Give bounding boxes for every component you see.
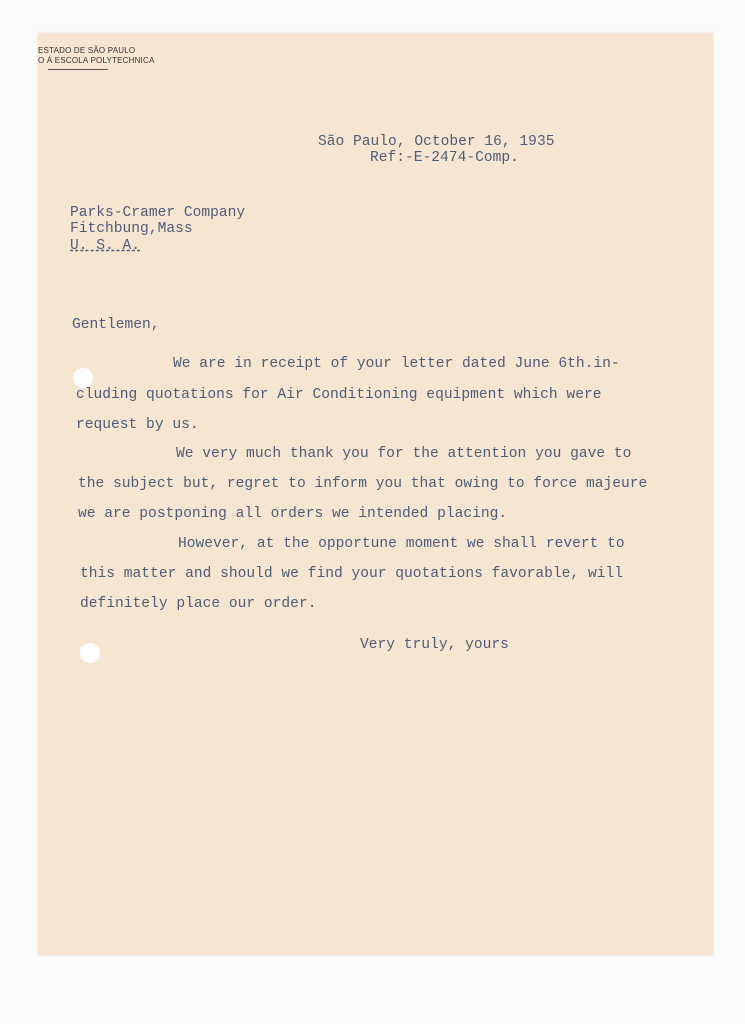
body-line: However, at the opportune moment we shall revert to	[178, 536, 625, 552]
body-line: request by us.	[76, 417, 199, 433]
punch-hole	[80, 643, 100, 663]
letterhead-line-1: ESTADO DE SÃO PAULO	[38, 46, 136, 55]
letter-reference: Ref:-E-2474-Comp.	[370, 150, 519, 166]
recipient-company: Parks-Cramer Company	[70, 205, 246, 221]
closing: Very truly, yours	[360, 637, 509, 653]
letterhead-rule	[48, 69, 108, 70]
recipient-country: U. S. A.	[70, 238, 141, 254]
body-line: We are in receipt of your letter dated June 6th.in-	[173, 356, 620, 372]
punch-hole	[73, 368, 93, 388]
body-line: We very much thank you for the attention you gave to	[176, 446, 632, 462]
body-line: we are postponing all orders we intended placing.	[78, 506, 508, 522]
letterhead-line-2: O Á ESCOLA POLYTECHNICA	[38, 56, 155, 65]
letterhead	[38, 46, 154, 66]
body-line: this matter and should we find your quotations favorable, will	[80, 566, 623, 582]
letter-date: São Paulo, October 16, 1935	[318, 134, 555, 150]
body-line: the subject but, regret to inform you that owing to force majeure	[78, 476, 648, 492]
salutation: Gentlemen,	[72, 317, 160, 333]
letter-paper	[38, 33, 713, 955]
body-line: cluding quotations for Air Conditioning equipment which were	[76, 387, 602, 403]
recipient-city: Fitchbung,Mass	[70, 221, 193, 237]
body-line: definitely place our order.	[80, 596, 317, 612]
